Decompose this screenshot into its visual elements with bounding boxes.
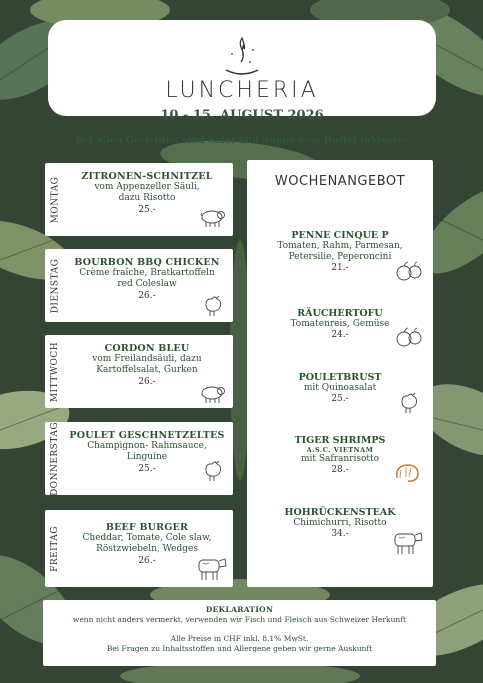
cow-icon bbox=[195, 552, 229, 582]
dish-price: 25.- bbox=[138, 205, 156, 215]
dish-title: PENNE CINQUE P bbox=[291, 230, 389, 241]
day-card-monday bbox=[45, 163, 233, 236]
dish-title: POULETBRUST bbox=[298, 372, 382, 383]
dish-origin: A.S.C. VIETNAM bbox=[306, 446, 374, 454]
dish-title: HOHRÜCKENSTEAK bbox=[284, 507, 396, 518]
cow-icon bbox=[391, 526, 425, 556]
dish-desc-line: vom Freilandsäuli, dazu bbox=[92, 354, 202, 364]
price-note: Alle Preise in CHF inkl. 8.1% MwSt. bbox=[170, 634, 309, 643]
day-label: MITTWOCH bbox=[50, 341, 60, 402]
dish-title: BEEF BURGER bbox=[105, 522, 189, 533]
dish-desc-line: dazu Risotto bbox=[118, 193, 176, 203]
date-range: 10.- 15. AUGUST 2026 bbox=[160, 108, 324, 123]
header-card bbox=[48, 20, 436, 116]
dish-desc-line: Crème fraîche, Bratkartoffeln bbox=[79, 268, 215, 278]
declaration-title: DEKLARATION bbox=[205, 605, 274, 614]
dish-desc-line: Tomaten, Rahm, Parmesan, bbox=[277, 241, 403, 251]
day-card-wednesday bbox=[45, 335, 233, 408]
dish-desc-line: Chimichurri, Risotto bbox=[293, 518, 387, 528]
dish-price: 26.- bbox=[138, 377, 156, 387]
day-label: FREITAG bbox=[50, 525, 61, 572]
pig-icon bbox=[199, 383, 227, 405]
day-card-tuesday bbox=[45, 249, 233, 322]
vegetables-icon bbox=[395, 260, 425, 282]
vegetables-icon bbox=[395, 326, 425, 348]
dish-price: 21.- bbox=[331, 263, 349, 273]
declaration-footer bbox=[43, 600, 436, 666]
day-label: DONNERSTAG bbox=[50, 421, 60, 496]
dish-price: 28.- bbox=[331, 465, 349, 475]
allergen-note: Bei Fragen zu Inhaltsstoffen und Allergene geben wir gerne Auskunft bbox=[106, 644, 373, 653]
dish-desc-line: Cheddar, Tomate, Cole slaw, bbox=[82, 533, 212, 543]
buffet-info: Bei allen Gerichten sind Salat und Suppe vom Buffet inklusive bbox=[75, 135, 409, 146]
brand-name: LUNCHERIA bbox=[165, 78, 319, 103]
dish-desc-line: Petersilie, Peperoncini bbox=[288, 252, 392, 262]
dish-title: POULET GESCHNETZELTES bbox=[69, 430, 225, 441]
chicken-icon bbox=[201, 293, 225, 317]
chicken-icon bbox=[201, 458, 225, 482]
dish-desc-line: Tomatenreis, Gemüse bbox=[290, 319, 390, 329]
dish-desc-line: Kartoffelsalat, Gurken bbox=[96, 365, 198, 375]
day-label: DIENSTAG bbox=[50, 258, 60, 313]
dish-price: 26.- bbox=[138, 291, 156, 301]
day-card-friday bbox=[45, 510, 233, 587]
dish-price: 25.- bbox=[138, 464, 156, 474]
dish-desc-line: Champignon- Rahmsauce, bbox=[87, 441, 207, 451]
day-card-thursday bbox=[45, 422, 233, 495]
dish-price: 34.- bbox=[331, 529, 349, 539]
pig-icon bbox=[199, 207, 227, 229]
dish-price: 26.- bbox=[138, 556, 156, 566]
weekly-offer-card bbox=[247, 160, 433, 587]
dish-desc-line: mit Quinoasalat bbox=[303, 383, 377, 393]
dish-desc-line: vom Appenzeller Säuli, bbox=[94, 182, 200, 192]
dish-desc-line: red Coleslaw bbox=[117, 279, 177, 289]
dish-title: CORDON BLEU bbox=[104, 343, 190, 354]
dish-title: BOURBON BBQ CHICKEN bbox=[74, 257, 220, 268]
dish-desc-line: mit Safranrisotto bbox=[300, 454, 380, 464]
day-label: MONTAG bbox=[50, 176, 61, 223]
declaration-origin: wenn nicht anders vermerkt, verwenden wir Fisch und Fleisch aus Schweizer Herkunft bbox=[72, 615, 407, 624]
chicken-icon bbox=[397, 390, 421, 414]
shrimp-icon bbox=[391, 460, 423, 486]
dish-desc-line: Linguine bbox=[126, 452, 168, 462]
weekly-title: WOCHENANGEBOT bbox=[274, 174, 406, 189]
dish-price: 25.- bbox=[331, 394, 349, 404]
dish-desc-line: Röstzwiebeln, Wedges bbox=[96, 544, 198, 554]
dish-title: TIGER SHRIMPS bbox=[294, 435, 386, 446]
dish-price: 24.- bbox=[331, 330, 349, 340]
dish-title: ZITRONEN-SCHNITZEL bbox=[81, 171, 213, 182]
dish-title: RÄUCHERTOFU bbox=[297, 308, 383, 319]
candle-flame-logo-icon bbox=[212, 26, 272, 86]
